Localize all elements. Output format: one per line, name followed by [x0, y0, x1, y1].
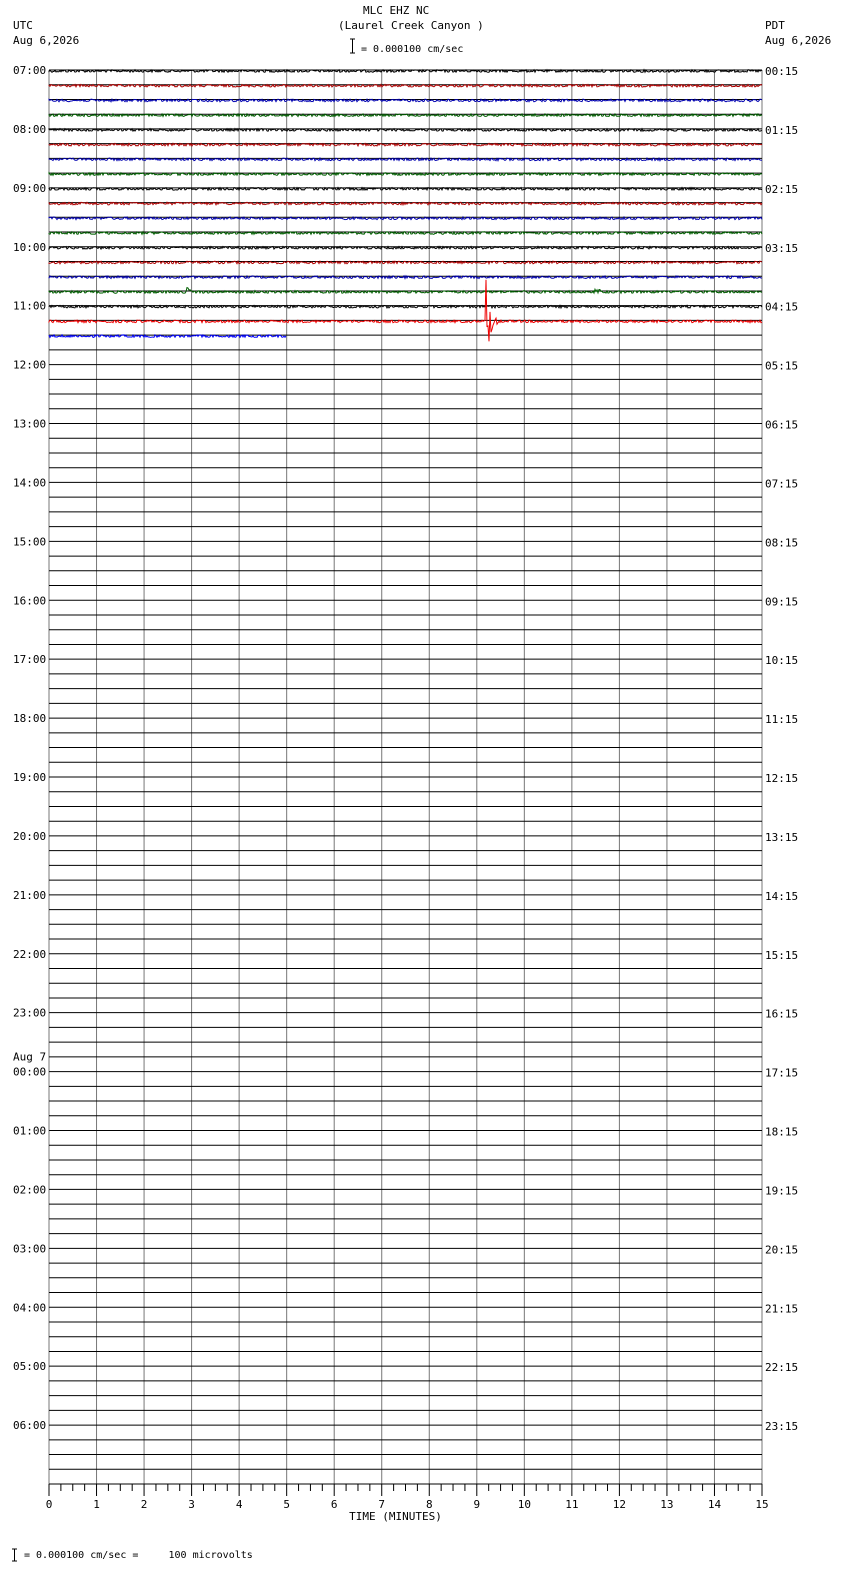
x-tick-label: 8 — [425, 1498, 433, 1511]
pdt-hour-label: 18:15 — [765, 1125, 799, 1139]
pdt-hour-label: 14:15 — [765, 889, 799, 903]
pdt-hour-label: 11:15 — [765, 713, 799, 727]
x-tick-label: 3 — [188, 1498, 195, 1511]
pdt-hour-label: 07:15 — [765, 477, 799, 491]
x-axis-label: TIME (MINUTES) — [349, 1510, 442, 1523]
x-tick-label: 1 — [93, 1498, 100, 1511]
utc-hour-label: 21:00 — [13, 888, 47, 902]
utc-hour-label: 05:00 — [13, 1360, 47, 1374]
pdt-hour-label: 01:15 — [765, 123, 799, 137]
pdt-hour-label: 16:15 — [765, 1007, 799, 1021]
utc-hour-label: 13:00 — [13, 417, 47, 431]
utc-hour-label: 01:00 — [13, 1124, 47, 1138]
utc-hour-label: 10:00 — [13, 240, 47, 254]
x-tick-label: 14 — [707, 1498, 722, 1511]
x-tick-label: 7 — [378, 1498, 386, 1511]
x-tick-label: 0 — [45, 1498, 53, 1511]
x-tick-label: 5 — [283, 1498, 290, 1511]
left-timezone: UTC — [13, 19, 33, 32]
utc-hour-label: 08:00 — [13, 122, 47, 136]
left-date: Aug 6,2026 — [13, 34, 80, 47]
utc-hour-label: 17:00 — [13, 653, 47, 667]
utc-hour-label: 18:00 — [13, 712, 47, 726]
pdt-hour-label: 19:15 — [765, 1184, 799, 1198]
station-location: (Laurel Creek Canyon ) — [338, 19, 484, 32]
pdt-hour-label: 00:15 — [765, 65, 799, 78]
pdt-hour-label: 10:15 — [765, 654, 799, 668]
x-tick-label: 9 — [473, 1498, 481, 1511]
utc-hour-label: 14:00 — [13, 476, 47, 490]
pdt-hour-label: 02:15 — [765, 182, 799, 196]
utc-hour-label: 09:00 — [13, 181, 47, 195]
utc-hour-label: 07:00 — [13, 64, 47, 77]
utc-hour-label: 19:00 — [13, 771, 47, 784]
pdt-hour-label: 20:15 — [765, 1243, 799, 1257]
utc-hour-label: 04:00 — [13, 1301, 47, 1315]
pdt-hour-label: 03:15 — [765, 241, 799, 255]
utc-hour-label: 20:00 — [13, 829, 47, 843]
pdt-hour-label: 12:15 — [765, 772, 799, 785]
trace-row — [49, 288, 762, 294]
pdt-hour-label: 06:15 — [765, 418, 799, 432]
footer-scale-icon — [12, 1547, 17, 1561]
utc-hour-label: 23:00 — [13, 1006, 47, 1020]
x-tick-label: 13 — [660, 1498, 674, 1511]
utc-hour-label: 02:00 — [13, 1183, 47, 1197]
utc-hour-label: 06:00 — [13, 1419, 47, 1433]
footer-scale-note: = 0.000100 cm/sec = 100 microvolts — [24, 1550, 253, 1561]
x-tick-label: 2 — [140, 1498, 148, 1511]
x-tick-label: 6 — [330, 1498, 338, 1511]
pdt-hour-label: 13:15 — [765, 830, 799, 844]
utc-hour-label: 12:00 — [13, 358, 47, 372]
scale-label: = 0.000100 cm/sec — [361, 44, 464, 55]
pdt-hour-label: 21:15 — [765, 1302, 799, 1316]
utc-hour-label: 22:00 — [13, 947, 47, 961]
utc-hour-label: 15:00 — [13, 535, 47, 549]
pdt-hour-label: 08:15 — [765, 536, 799, 550]
utc-hour-label: 11:00 — [13, 299, 47, 313]
utc-hour-label: 16:00 — [13, 594, 47, 608]
pdt-hour-label: 05:15 — [765, 359, 799, 373]
trace-row — [49, 280, 762, 342]
x-tick-label: 11 — [565, 1498, 579, 1511]
pdt-hour-label: 17:15 — [765, 1066, 799, 1080]
pdt-hour-label: 15:15 — [765, 948, 799, 962]
pdt-hour-label: 23:15 — [765, 1420, 799, 1434]
x-tick-label: 12 — [612, 1498, 627, 1511]
x-tick-label: 10 — [517, 1498, 531, 1511]
pdt-hour-label: 09:15 — [765, 595, 799, 609]
x-tick-label: 4 — [235, 1498, 243, 1511]
utc-hour-label: 03:00 — [13, 1242, 47, 1256]
day-change-label: Aug 7 — [13, 1050, 47, 1064]
x-tick-label: 15 — [755, 1498, 769, 1511]
right-timezone: PDT — [765, 19, 785, 32]
right-date: Aug 6,2026 — [765, 34, 832, 47]
pdt-hour-label: 22:15 — [765, 1361, 799, 1375]
pdt-hour-label: 04:15 — [765, 300, 799, 314]
station-title: MLC EHZ NC — [363, 4, 430, 17]
utc-hour-label: 00:00 — [13, 1065, 47, 1079]
